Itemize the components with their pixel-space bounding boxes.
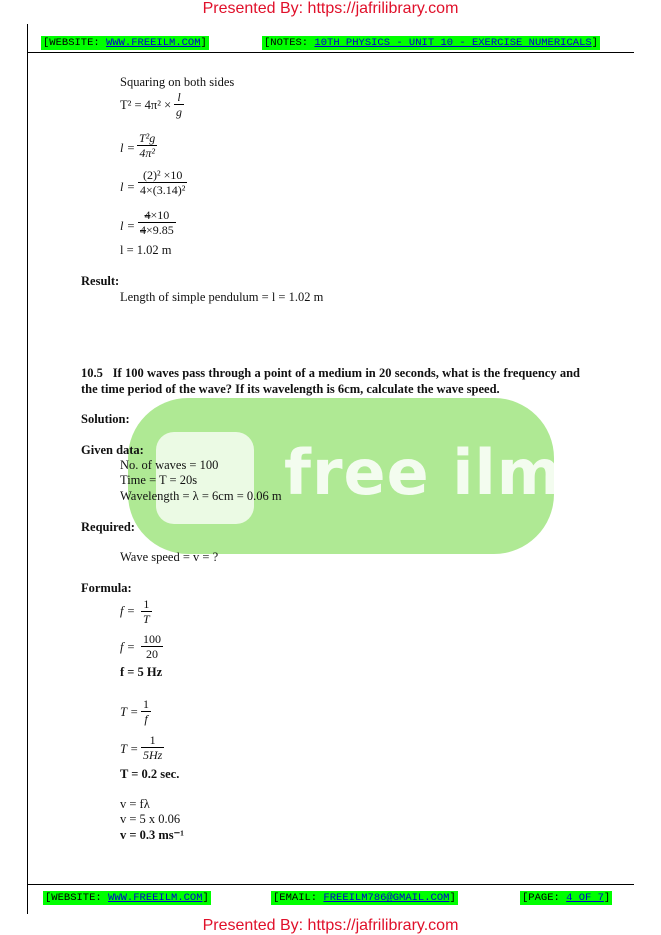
eq3-num: (2)² ×10 [138,168,187,183]
v-result: v = 0.3 ms⁻¹ [120,828,184,842]
question-text: If 100 waves pass through a point of a medium in 20 seconds, what is the frequency and the time period of the wave? If its wavelength is 6cm, calculate the wave speed. [81,366,581,396]
t1-den: f [144,712,148,726]
presented-by-banner-top[interactable]: Presented By: https://jafrilibrary.com [202,0,459,17]
eq3-fraction [138,168,187,197]
header-notes-suffix: ] [591,37,598,49]
footer-page-tag [520,891,612,905]
given-item: No. of waves = 100 [120,458,219,472]
header-notes-prefix: [NOTES: [264,37,315,49]
f1-num: 1 [141,597,152,612]
eq4-den: ×9.85 [146,223,174,237]
header-website-prefix: [WEBSITE: [43,37,107,49]
header-website-suffix: ] [200,37,207,49]
f2-num: 100 [143,632,161,646]
eq1-fraction [174,90,184,119]
given-heading: Given data: [81,443,144,457]
t1-fraction [141,697,151,726]
presented-by-banner-bottom[interactable]: Presented By: https://jafrilibrary.com [202,917,459,934]
eq4-num-cancel: 4 [144,208,151,222]
header-notes-tag [262,36,600,50]
eq1-lhs: T² = 4π² × [120,98,172,112]
solution-heading: Solution: [81,412,130,426]
formula-heading: Formula: [81,581,132,595]
eq3-lhs: l = [120,180,136,194]
eq2-den: 4π² [139,146,155,160]
left-margin-rule [27,24,28,914]
footer-website-link[interactable]: WWW.FREEILM.COM [108,892,203,904]
footer-email-link[interactable]: FREEILM786@GMAIL.COM [323,892,450,904]
result-heading: Result: [81,274,120,288]
eq2-lhs: l = [120,141,136,155]
f2-lhs: f = [120,640,136,654]
footer-email-tag [271,891,458,905]
footer-page-prefix: [PAGE: [522,892,567,904]
t2-num: 1 [141,733,164,748]
f1-lhs: f = [120,604,136,618]
eq4-lhs: l = [120,219,136,233]
f1-fraction [141,597,152,626]
t1-lhs: T = [120,705,139,719]
given-item: Wavelength = λ = 6cm = 0.06 m [120,489,282,503]
v2-text: v = 5 x 0.06 [120,812,181,826]
eq4-den-cancel: 4 [140,223,146,237]
footer-email-prefix: [EMAIL: [273,892,324,904]
f-result: f = 5 Hz [120,665,163,679]
footer-page-number: 4 OF 7 [566,892,604,904]
footer-rule [27,884,634,885]
required-heading: Required: [81,520,135,534]
t2-fraction [141,733,164,762]
eq4-num: ×10 [150,208,170,222]
f2-den: 20 [146,647,158,661]
result-text: Length of simple pendulum = l = 1.02 m [120,290,324,304]
squaring-text: Squaring on both sides [120,75,235,89]
f1-den: T [143,612,150,626]
footer-website-prefix: [WEBSITE: [45,892,109,904]
header-website-tag [41,36,209,50]
footer-website-tag [43,891,211,905]
required-text: Wave speed = v = ? [120,550,219,564]
header-website-link[interactable]: WWW.FREEILM.COM [106,37,201,49]
f2-fraction [141,632,163,661]
eq3-den: 4×(3.14)² [140,183,186,197]
given-item: Time = T = 20s [120,473,198,487]
question-number: 10.5 [81,366,103,380]
watermark-text: free ilm. [284,436,587,509]
eq2-num: T²g [139,131,156,145]
eq2-fraction [137,131,157,160]
t2-lhs: T = [120,742,139,756]
t2-den: 5Hz [143,748,163,762]
v1-text: v = fλ [120,797,150,811]
header-notes-link[interactable]: 10TH PHYSICS - UNIT 10 - EXERCISE NUMERICALS [314,37,592,49]
eq1-num: l [174,90,184,105]
eq4-fraction [138,208,176,237]
t-result: T = 0.2 sec. [120,767,180,781]
header-rule [27,52,634,53]
footer-website-suffix: ] [202,892,209,904]
eq5-text: l = 1.02 m [120,243,172,257]
eq1-den: g [176,105,182,119]
question-10-5 [81,366,580,397]
footer-page-suffix: ] [603,892,611,904]
footer-email-suffix: ] [449,892,456,904]
t1-num: 1 [143,697,149,711]
